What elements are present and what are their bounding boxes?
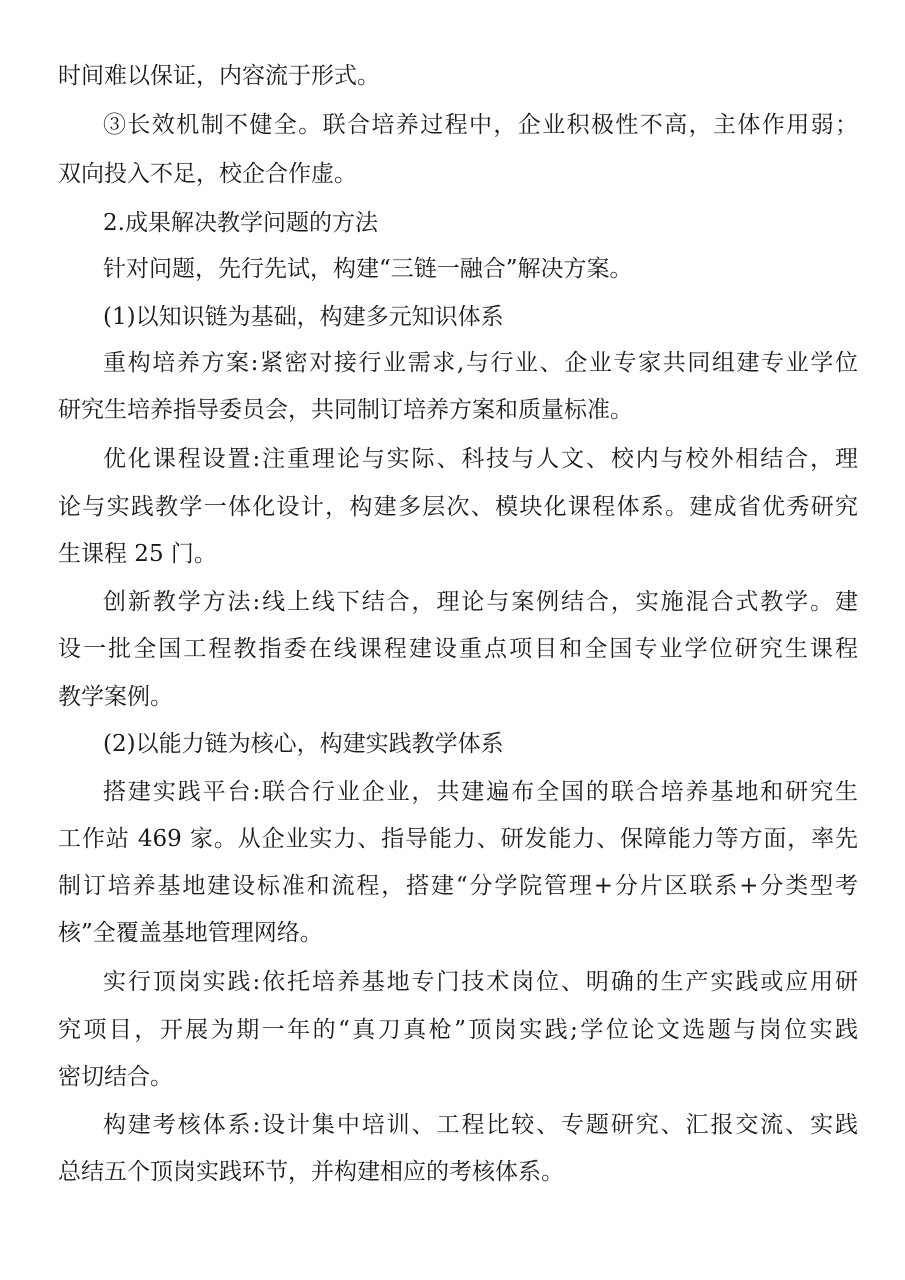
text-line: 总结五个顶岗实践环节，并构建相应的考核体系。 — [58, 1159, 564, 1185]
section-heading: 2.成果解决教学问题的方法 — [103, 210, 378, 236]
text-line: 密切结合。 — [58, 1064, 173, 1090]
text-line: 创新教学方法:线上线下结合，理论与案例结合，实施混合式教学。建 — [103, 589, 858, 615]
text-line: 究项目，开展为期一年的“真刀真枪”顶岗实践;学位论文选题与岗位实践 — [58, 1017, 858, 1043]
text-line: 生课程 25 门。 — [58, 541, 217, 567]
text-line: 工作站 469 家。从企业实力、指导能力、研发能力、保障能力等方面，率先 — [58, 826, 858, 852]
text-line: 重构培养方案:紧密对接行业需求,与行业、企业专家共同组建专业学位 — [103, 350, 858, 376]
text-line: 核”全覆盖基地管理网络。 — [58, 920, 323, 946]
text-line: 研究生培养指导委员会，共同制订培养方案和质量标准。 — [58, 397, 633, 423]
text-line: 论与实践教学一体化设计，构建多层次、模块化课程体系。建成省优秀研究 — [58, 494, 858, 520]
text-line: 制订培养基地建设标准和流程，搭建“分学院管理+分片区联系+分类型考 — [58, 873, 858, 899]
text-line: ③长效机制不健全。联合培养过程中，企业积极性不高，主体作用弱； — [103, 112, 858, 138]
text-line: 设一批全国工程教指委在线课程建设重点项目和全国专业学位研究生课程 — [58, 636, 858, 662]
text-line: 优化课程设置:注重理论与实际、科技与人文、校内与校外相结合，理 — [103, 446, 858, 472]
text-line: 针对问题，先行先试，构建“三链一融合”解决方案。 — [103, 256, 633, 282]
text-line: 搭建实践平台:联合行业企业，共建遍布全国的联合培养基地和研究生 — [103, 779, 858, 805]
subsection-heading: (1)以知识链为基础，构建多元知识体系 — [103, 304, 504, 330]
text-line: 构建考核体系:设计集中培训、工程比较、专题研究、汇报交流、实践 — [103, 1112, 858, 1138]
text-line: 实行顶岗实践:依托培养基地专门技术岗位、明确的生产实践或应用研 — [103, 969, 858, 995]
subsection-heading: (2)以能力链为核心，构建实践教学体系 — [103, 731, 504, 757]
text-line: 双向投入不足，校企合作虚。 — [58, 161, 357, 187]
text-line: 教学案例。 — [58, 684, 173, 710]
text-line: 时间难以保证，内容流于形式。 — [58, 63, 380, 89]
